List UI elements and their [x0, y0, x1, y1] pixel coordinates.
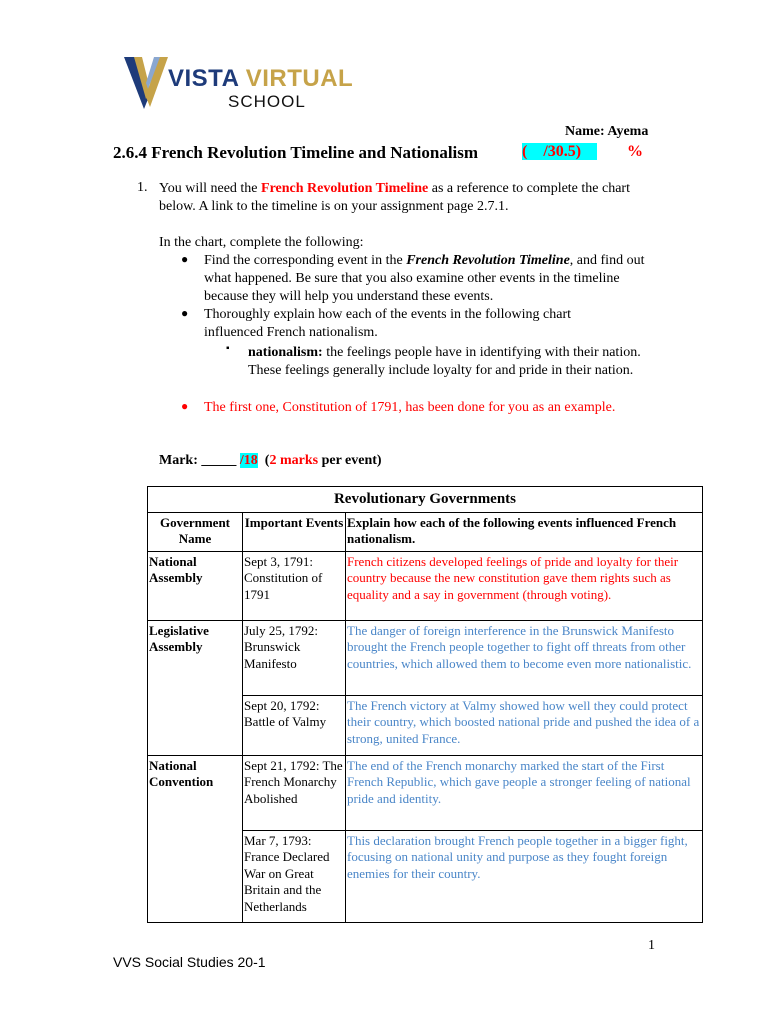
- table-row: [148, 551, 703, 620]
- definition-text: the feelings people have in identifying with their nation. These feelings generally include loyalty for and pride in their nation.: [248, 345, 641, 378]
- definition-term: nationalism:: [248, 345, 323, 360]
- logo-vista-text: VISTA: [168, 65, 239, 92]
- government-name: National Assembly: [148, 551, 243, 620]
- instruction-paragraph: [159, 180, 639, 216]
- logo-wordmark: [168, 65, 353, 93]
- government-name: Legislative Assembly: [148, 620, 243, 755]
- mark-suffix: per event): [318, 453, 382, 468]
- table-row: [148, 620, 703, 695]
- mark-line: [159, 453, 382, 469]
- explanation-cell: The French victory at Valmy showed how well they could protect their country, which boosted national pride and pushed the idea of a strong, united France.: [346, 695, 703, 755]
- mark-label: Mark:: [159, 453, 202, 468]
- bullet-item-find-event: [204, 252, 664, 306]
- table-caption: Revolutionary Governments: [148, 487, 703, 513]
- square-bullet-icon: ▪: [226, 343, 230, 354]
- bullet-item-explain: Thoroughly explain how each of the events in the following chart influenced French nationalism.: [204, 307, 572, 340]
- percent-sign: %: [627, 143, 643, 160]
- event-cell: Sept 20, 1792: Battle of Valmy: [243, 695, 346, 755]
- mark-blank: _____: [201, 453, 237, 468]
- nationalism-definition: [248, 344, 648, 380]
- bullet-icon: ●: [181, 252, 189, 266]
- bullet-text: , and find out what happened. Be sure that you also examine other events in the timeline because they will help you understand these events.: [204, 253, 645, 304]
- instruction-text: as a reference to complete the chart below. A link to the timeline is on your assignment page 2.7.1.: [159, 181, 630, 214]
- explanation-cell: The end of the French monarchy marked the start of the First French Republic, which gave people a stronger feeling of national pride and identity.: [346, 755, 703, 830]
- timeline-reference: French Revolution Timeline: [261, 181, 429, 196]
- column-header-explain: Explain how each of the following events influenced French nationalism.: [346, 512, 703, 551]
- instruction-text: You will need the: [159, 181, 262, 196]
- mark-paren: (: [257, 453, 270, 468]
- table-row: [148, 755, 703, 830]
- list-number: 1.: [137, 180, 148, 195]
- government-name: National Convention: [148, 755, 243, 922]
- event-cell: Mar 7, 1793: France Declared War on Great Britain and the Netherlands: [243, 830, 346, 922]
- school-logo: [124, 53, 364, 113]
- column-header-government: Government Name: [148, 512, 243, 551]
- student-name: Name: Ayema: [565, 124, 649, 139]
- event-cell: July 25, 1792: Brunswick Manifesto: [243, 620, 346, 695]
- explanation-cell: The danger of foreign interference in the Brunswick Manifesto brought the French people together to fight off threats from other countries, which allowed them to become even more nationalistic.: [346, 620, 703, 695]
- bullet-icon: ●: [181, 399, 189, 413]
- event-cell: Sept 21, 1792: The French Monarchy Abolished: [243, 755, 346, 830]
- timeline-emphasis: French Revolution Timeline: [406, 253, 570, 268]
- event-cell: Sept 3, 1791: Constitution of 1791: [243, 551, 346, 620]
- v-emblem-icon: [124, 53, 168, 111]
- explanation-cell: This declaration brought French people together in a bigger fight, focusing on national unity and purpose as they fought foreign enemies for their country.: [346, 830, 703, 922]
- column-header-events: Important Events: [243, 512, 346, 551]
- bullet-item-example: The first one, Constitution of 1791, has been done for you as an example.: [204, 400, 616, 415]
- course-footer: VVS Social Studies 20-1: [113, 954, 266, 970]
- logo-virtual-text: VIRTUAL: [245, 65, 354, 92]
- bullet-text: Find the corresponding event in the: [204, 253, 407, 268]
- revolutionary-governments-table: [147, 486, 703, 923]
- page-number: 1: [648, 938, 655, 953]
- bullet-icon: ●: [181, 306, 189, 320]
- score-box: ( /30.5): [522, 143, 597, 160]
- page-title: 2.6.4 French Revolution Timeline and Nationalism: [113, 143, 479, 162]
- explanation-cell: French citizens developed feelings of pride and loyalty for their country because the new constitution gave them rights such as equality and a say in government (through voting).: [346, 551, 703, 620]
- logo-school-text: SCHOOL: [228, 92, 306, 111]
- marks-per-event: 2 marks: [269, 453, 319, 468]
- mark-total: /18: [239, 453, 258, 468]
- chart-instruction: In the chart, complete the following:: [159, 235, 364, 250]
